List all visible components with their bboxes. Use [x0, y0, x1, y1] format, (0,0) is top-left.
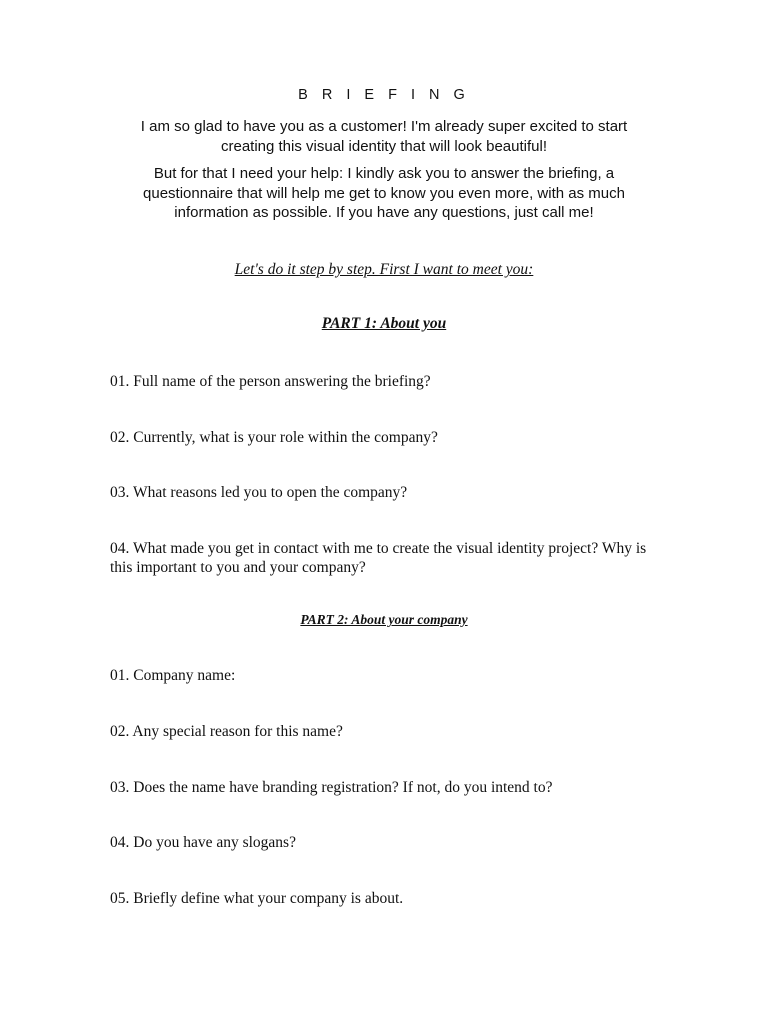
intro-paragraph-request: But for that I need your help: I kindly ask you to answer the briefing, a questionnaire that will help me get to know you even more, with as much information as possible. If you have any questions, just call me! — [143, 165, 625, 221]
intro-paragraph-greeting: I am so glad to have you as a customer! I'm already super excited to start creating this visual identity that will look beautiful! — [140, 118, 628, 155]
part-2-question-02: 02. Any special reason for this name? — [110, 723, 343, 740]
part-1-question-01: 01. Full name of the person answering the briefing? — [110, 373, 431, 390]
part-1-heading: PART 1: About you — [321, 315, 447, 332]
part-1-question-03: 03. What reasons led you to open the company? — [110, 484, 408, 501]
part-1-question-04: 04. What made you get in contact with me to create the visual identity project? Why is this important to you and your company? — [110, 540, 647, 576]
part-2-question-03: 03. Does the name have branding registration? If not, do you intend to? — [110, 779, 553, 796]
part-2-heading: PART 2: About your company — [300, 612, 468, 627]
part-2-question-05: 05. Briefly define what your company is about. — [110, 890, 404, 907]
document-title: B R I E F I N G — [298, 87, 470, 103]
part-2-question-01: 01. Company name: — [110, 667, 236, 684]
part-1-question-02: 02. Currently, what is your role within the company? — [110, 429, 438, 446]
step-by-step-line: Let's do it step by step. First I want to meet you: — [234, 261, 534, 278]
part-2-question-04: 04. Do you have any slogans? — [110, 834, 296, 851]
